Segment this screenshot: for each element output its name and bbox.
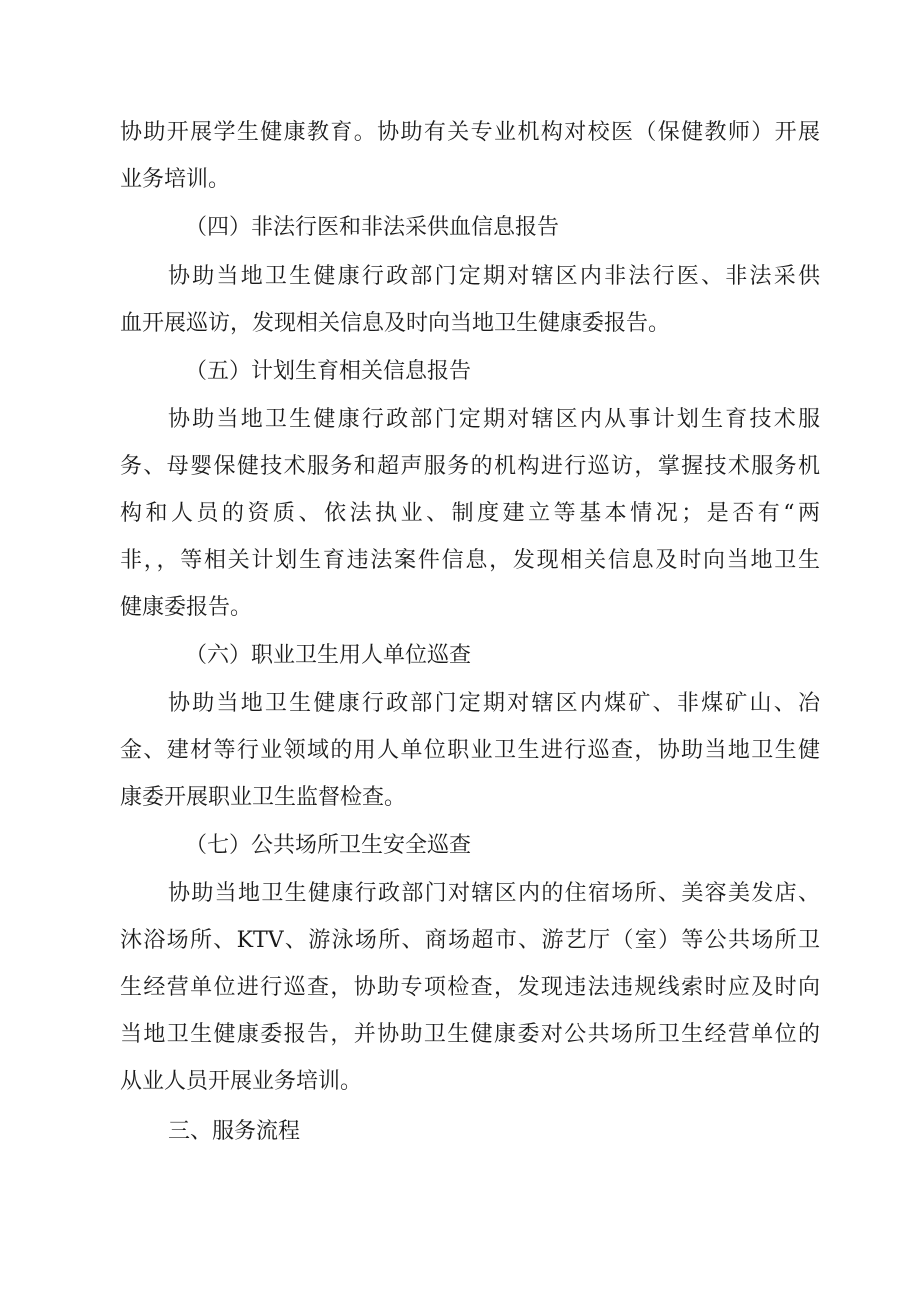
paragraph-line: 当地卫生健康委报告，并协助卫生健康委对公共场所卫生经营单位的	[120, 1022, 820, 1047]
section-heading: （六）职业卫生用人单位巡查	[185, 643, 472, 668]
paragraph-line: 协助开展学生健康教育。协助有关专业机构对校医（保健教师）开展	[120, 120, 820, 145]
chapter-heading: 三、服务流程	[168, 1119, 301, 1144]
paragraph-line: 务、母婴保健技术服务和超声服务的机构进行巡访，掌握技术服务机	[120, 454, 820, 479]
paragraph-line: 协助当地卫生健康行政部门定期对辖区内非法行医、非法采供	[168, 264, 820, 289]
paragraph-line: 非，，等相关计划生育违法案件信息，发现相关信息及时向当地卫生	[120, 548, 820, 573]
section-heading: （四）非法行医和非法采供血信息报告	[185, 215, 560, 240]
paragraph-line: 生经营单位进行巡查，协助专项检查，发现违法违规线索时应及时向	[120, 975, 820, 1000]
paragraph-line: 从业人员开展业务培训。	[120, 1069, 363, 1094]
paragraph-line: 金、建材等行业领域的用人单位职业卫生进行巡查，协助当地卫生健	[120, 738, 820, 763]
paragraph-line: 协助当地卫生健康行政部门定期对辖区内煤矿、非煤矿山、冶	[168, 691, 820, 716]
paragraph-line: 业务培训。	[120, 167, 231, 192]
paragraph-line: 构和人员的资质、依法执业、制度建立等基本情况；是否有“两	[120, 501, 820, 526]
paragraph-line: 康委开展职业卫生监督检查。	[120, 785, 407, 810]
paragraph-line: 沐浴场所、KTV、游泳场所、商场超市、游艺厅（室）等公共场所卫	[120, 928, 820, 953]
paragraph-line: 健康委报告。	[120, 595, 253, 620]
paragraph-line: 血开展巡访，发现相关信息及时向当地卫生健康委报告。	[120, 311, 671, 336]
section-heading: （五）计划生育相关信息报告	[185, 359, 472, 384]
paragraph-line: 协助当地卫生健康行政部门对辖区内的住宿场所、美容美发店、	[168, 881, 820, 906]
section-heading: （七）公共场所卫生安全巡查	[185, 833, 472, 858]
paragraph-line: 协助当地卫生健康行政部门定期对辖区内从事计划生育技术服	[168, 407, 820, 432]
